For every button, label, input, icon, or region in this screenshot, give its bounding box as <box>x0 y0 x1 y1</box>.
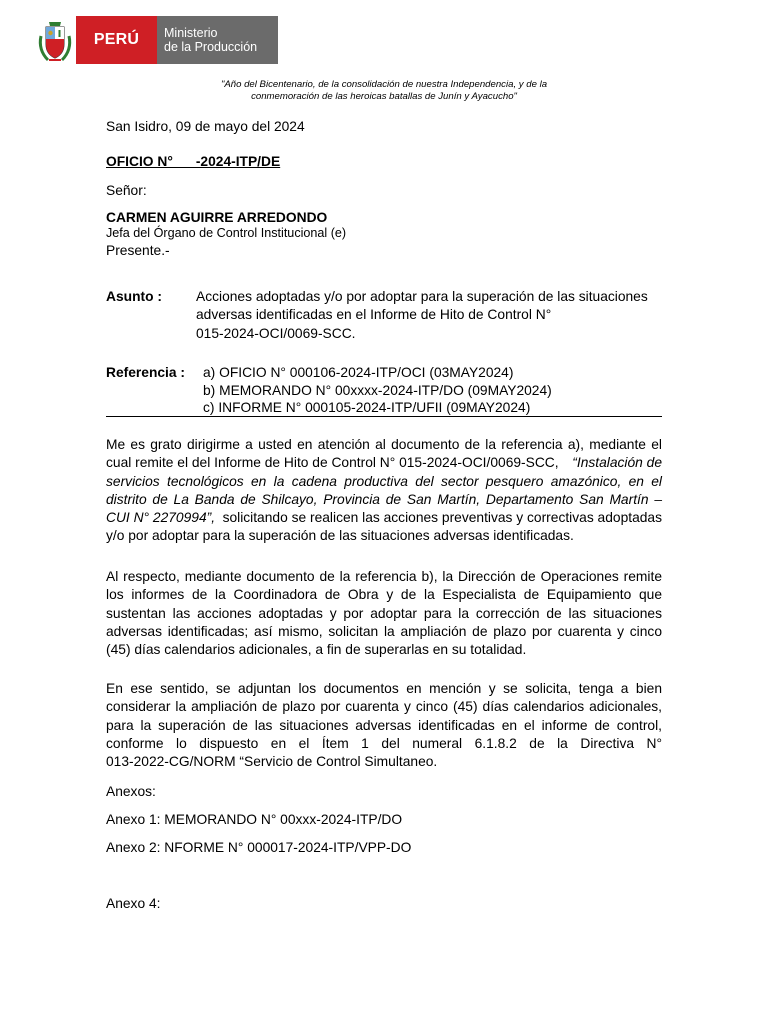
p1-line5-italic: CUI N° 2270994”, <box>106 510 216 526</box>
p1-line4: distrito de La Banda de Shilcayo, Provincia de San Martín, Departamento San Martín – <box>106 491 662 507</box>
asunto-line3: 015-2024-OCI/0069-SCC. <box>196 326 356 341</box>
ministry-label-line1: Ministerio <box>164 26 218 40</box>
p1-line5 <box>106 509 662 527</box>
p1-line5-normal: solicitando se realicen las acciones preventivas y correctivas adoptadas <box>222 510 662 526</box>
year-motto-line1: "Año del Bicentenario, de la consolidación de nuestra Independencia, y de la <box>220 79 548 90</box>
anexos-label: Anexos: <box>106 784 156 799</box>
anexo-1: Anexo 1: MEMORANDO N° 00xxx-2024-ITP/DO <box>106 812 403 827</box>
p3-line: En ese sentido, se adjuntan los documentos en mención y se solicita, tenga a bien <box>106 681 662 696</box>
referencia-item: c) INFORME N° 000105-2024-ITP/UFII (09MAY2024) <box>203 400 531 415</box>
anexo-2: Anexo 2: NFORME N° 000017-2024-ITP/VPP-DO <box>106 840 412 855</box>
place-date: San Isidro, 09 de mayo del 2024 <box>106 119 305 134</box>
ministry-brand-block <box>157 16 278 64</box>
peru-brand-block <box>76 16 157 64</box>
ministry-logo <box>36 16 278 64</box>
p3-line: 013-2022-CG/NORM “Servicio de Control Simultaneo. <box>106 754 438 770</box>
p3-line: considerar la ampliación de plazo por cuarenta y cinco (45) días calendarios adicionales, <box>106 699 662 715</box>
coat-of-arms-icon <box>36 16 74 64</box>
ministry-label-line2: de la Producción <box>164 40 258 54</box>
referencia-item: b) MEMORANDO N° 00xxxx-2024-ITP/DO (09MAY2024) <box>203 383 552 398</box>
p2-line: adversas identificadas; así mismo, solicitan la ampliación de plazo por cuarenta y cinco <box>106 623 662 639</box>
p1-line3: servicios tecnológicos en la cadena productiva del sector pesquero amazónico, en el <box>106 473 662 489</box>
p3-line: para la superación de las situaciones adversas identificadas en el informe de control, <box>106 717 662 733</box>
asunto-label: Asunto : <box>106 289 162 304</box>
p2-line: Al respecto, mediante documento de la referencia b), la Dirección de Operaciones remite <box>106 569 662 584</box>
recipient-title: Jefa del Órgano de Control Institucional (e) <box>106 226 347 240</box>
paragraph-3 <box>106 680 662 771</box>
paragraph-2 <box>106 568 662 659</box>
p1-line2 <box>106 454 662 472</box>
year-motto-line2: conmemoración de las heroicas batallas de Junín y Ayacucho" <box>251 91 517 102</box>
p1-line1: Me es grato dirigirme a usted en atención al documento de la referencia a), mediante el <box>106 437 662 452</box>
salutation: Señor: <box>106 183 147 198</box>
p2-line: (45) días calendarios adicionales, a fin de superarlas en su totalidad. <box>106 642 527 658</box>
reference-divider <box>106 416 662 417</box>
referencia-label: Referencia : <box>106 365 185 380</box>
p1-line2-normal: cual remite el del Informe de Hito de Control N° 015-2024-OCI/0069-SCC, <box>106 455 559 471</box>
presente: Presente.- <box>106 243 170 258</box>
oficio-number: OFICIO N° -2024-ITP/DE <box>106 154 281 169</box>
referencia-item: a) OFICIO N° 000106-2024-ITP/OCI (03MAY2024) <box>203 365 514 380</box>
asunto-line1: Acciones adoptadas y/o por adoptar para la superación de las situaciones <box>196 289 648 304</box>
paragraph-1 <box>106 436 662 546</box>
country-label: PERÚ <box>93 31 140 48</box>
p3-line: conforme lo dispuesto en el Ítem 1 del numeral 6.1.8.2 de la Directiva N° <box>106 735 662 751</box>
recipient-name: CARMEN AGUIRRE ARREDONDO <box>106 210 328 225</box>
p1-line6: y/o por adoptar para la superación de las situaciones adversas identificadas. <box>106 528 574 544</box>
p1-line2-italic: “Instalación de <box>572 455 662 471</box>
anexo-4: Anexo 4: <box>106 896 161 911</box>
p2-line: sustentan las acciones adoptadas y por adoptar para la corrección de las situaciones <box>106 605 662 621</box>
p2-line: los informes de la Coordinadora de Obra y de la Especialista de Equipamiento que <box>106 587 662 603</box>
asunto-line2: adversas identificadas en el Informe de Hito de Control N° <box>196 307 552 322</box>
